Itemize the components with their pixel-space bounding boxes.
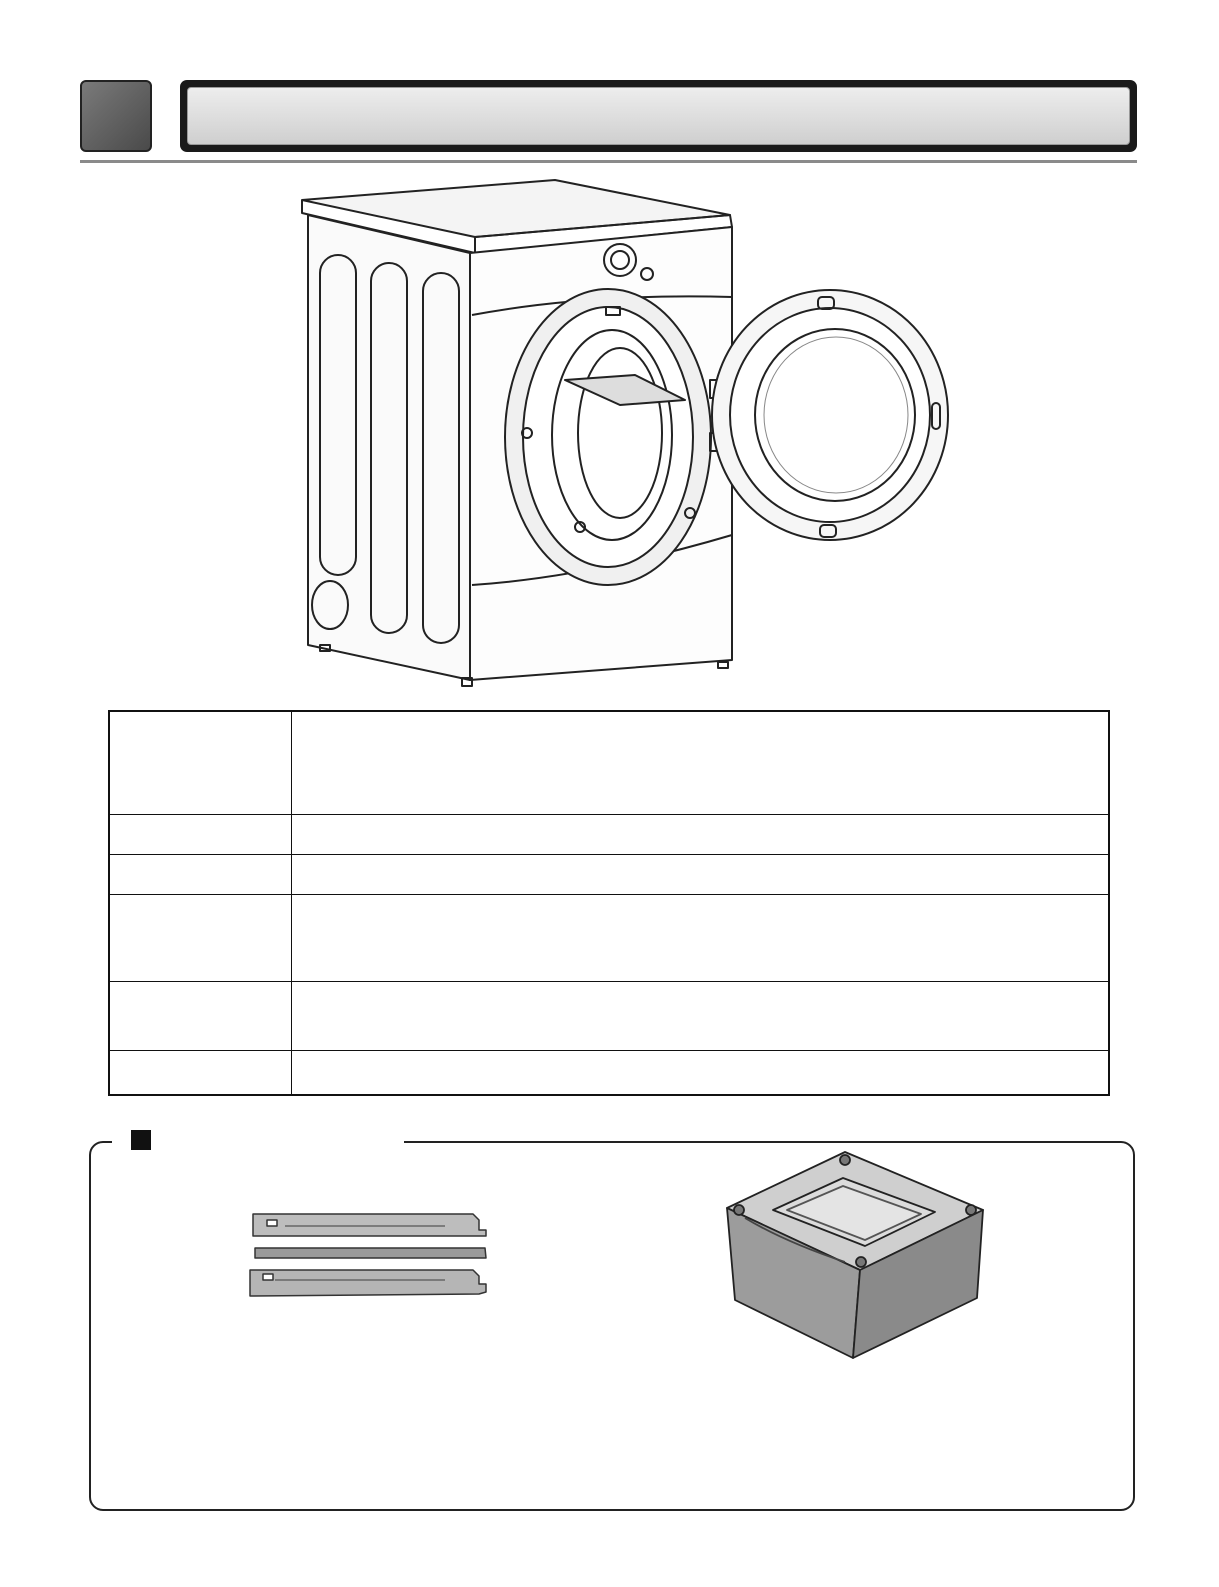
table-cell xyxy=(292,894,1110,981)
table-cell xyxy=(292,981,1110,1050)
pedestal-image xyxy=(725,1150,985,1370)
table-cell xyxy=(109,1050,292,1095)
specifications-table xyxy=(108,710,1110,1096)
table-cell xyxy=(292,711,1110,814)
table-cell xyxy=(292,814,1110,854)
table-row xyxy=(109,814,1109,854)
table-cell xyxy=(109,711,292,814)
title-underline xyxy=(80,160,1137,163)
table-row xyxy=(109,981,1109,1050)
table-cell xyxy=(109,894,292,981)
optional-accessories-heading xyxy=(112,1132,404,1152)
table-row xyxy=(109,711,1109,814)
section-title xyxy=(187,87,1130,145)
table-cell xyxy=(292,854,1110,894)
table-cell xyxy=(109,854,292,894)
table-row xyxy=(109,1050,1109,1095)
stacking-kit-image xyxy=(245,1212,500,1312)
section-title-bar xyxy=(180,80,1137,152)
table-cell xyxy=(292,1050,1110,1095)
table-row xyxy=(109,854,1109,894)
table-row xyxy=(109,894,1109,981)
table-cell xyxy=(109,814,292,854)
section-number-block xyxy=(80,80,152,152)
table-cell xyxy=(109,981,292,1050)
dryer-illustration xyxy=(290,175,970,695)
heading-bullet-icon xyxy=(131,1130,151,1150)
